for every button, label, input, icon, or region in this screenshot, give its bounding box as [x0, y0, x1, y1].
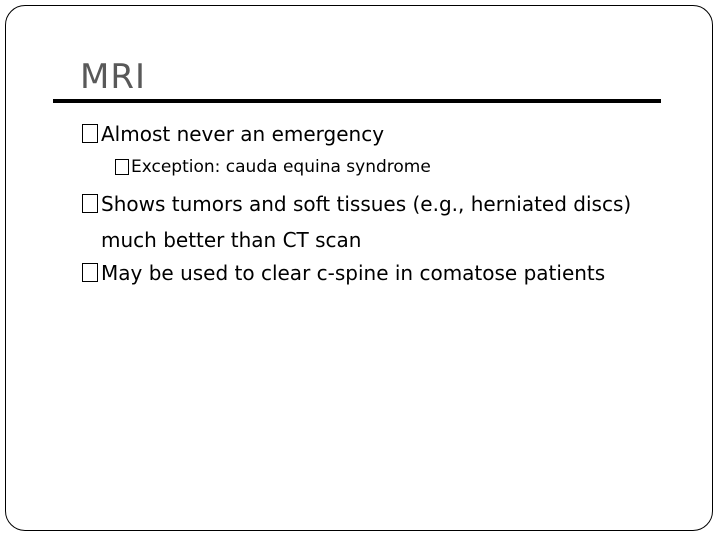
missing-glyph-box-icon — [82, 124, 98, 143]
bullet-text: May be used to clear c-spine in comatose patients — [101, 261, 606, 285]
bullet-item — [82, 255, 605, 291]
slide-title: MRI — [80, 57, 146, 97]
sub-bullet-item — [115, 152, 431, 182]
missing-glyph-box-icon — [82, 263, 98, 282]
bullet-text: Shows tumors and soft tissues (e.g., herniated discs) much better than CT scan — [101, 192, 632, 252]
sub-bullet-text: Exception: cauda equina syndrome — [131, 157, 431, 177]
title-underline — [53, 99, 661, 103]
bullet-item — [82, 116, 384, 152]
bullet-text: Almost never an emergency — [101, 122, 385, 146]
missing-glyph-box-icon — [82, 194, 98, 213]
missing-glyph-box-icon — [115, 159, 129, 175]
bullet-item — [82, 186, 661, 258]
